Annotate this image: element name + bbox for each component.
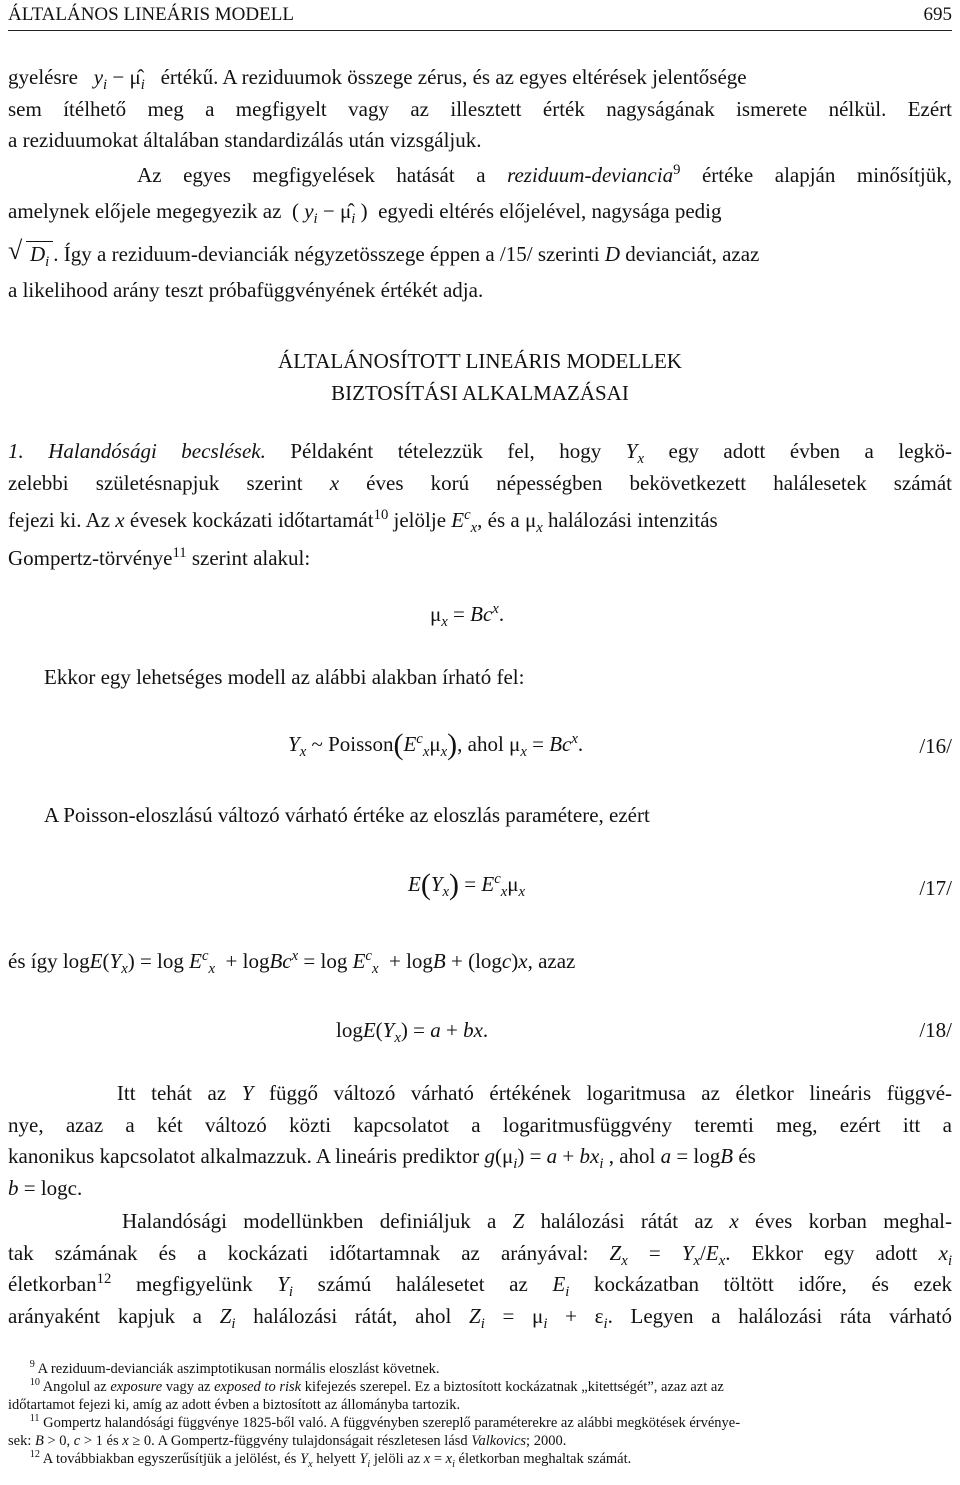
footnotes: $^9$ A reziduum-devianciák aszimptotikusan normális eloszlást követnek. $^{10}$ Angolul az exposure vagy az exposed to risk kifejezés szerepel. Ez a biztosított kockázatnak „kitettségét”, azaz azt az időtartamot fejezi ki, amíg az adott évben a biztosított az állományba tartozik. $^{11}$ Gompertz halandósági függvénye 1825-ből való. A függvényben szereplő paraméterekre az alábbi megkötések érvénye- sek: B > 0, c > 1 és x ≥ 0. A Gompertz-függvény tulajdonságait részletesen lásd Valkovics; 2000. $^{12}$ A továbbiakban egyszerűsítjük a jelölést, és $Y_x$ helyett $Y_i$ jelöli az $x = x_i$ életkorban meghaltak számát. bbox=[8, 1360, 952, 1468]
equation-gompertz: $\mu_x = Bc^x$. bbox=[430, 601, 505, 631]
paragraph-deviance: Az egyes megfigyelések hatását a reziduum-deviancia$^9$ értéke alapján minősítjük, amelynek előjele megegyezik az ( $y_i$ − $\mû_i$ ) egyedi eltérés előjelével, nagysága pedig √ $D_i$ . Így a reziduum-devianciák négyzetösszege éppen a /15/ szerinti D devianciát, azaz a likelihood arány teszt próbafüggvényének értékét adja. bbox=[8, 160, 952, 306]
equation-16-label: /16/ bbox=[919, 734, 952, 758]
paragraph-mortality: 1. Halandósági becslések. Példaként tételezzük fel, hogy $Y_x$ egy adott évben a legkö- zelebbi születésnapjuk szerint x éves korú népességben bekövetkezett halálesetek számát fejezi ki. Az x évesek kockázati időtartamát$^{10}$ jelölje $E^c_x$, és a $\mu_x$ halálozási intenzitás Gompertz-törvénye$^{11}$ szerint alakul: bbox=[8, 439, 953, 570]
equation-17: $E(Y_x) = E^c_x\mu_x$ bbox=[408, 868, 526, 901]
footnote-10: $^{10}$ Angolul az exposure vagy az exposed to risk kifejezés szerepel. Ez a biztosított kockázatnak „kitettségét”, azaz azt az bbox=[29, 1377, 724, 1395]
paragraph-residuals: gyelésre $y_i$ − $\mû_i$ értékű. A reziduumok összege zérus, és az egyes eltérések jelentősége sem ítélhető meg a megfigyelt vagy az illesztett érték nagyságának ismerete nélkül. Ezért a reziduumokat általában standardizálás után vizsgáljuk. bbox=[8, 65, 952, 152]
header-title: ÁLTALÁNOS LINEÁRIS MODELL bbox=[8, 4, 294, 25]
paragraph-canonical: Itt tehát az Y függő változó várható értékének logaritmusa az életkor lineáris függvé- nye, azaz a két változó közti kapcsolatot a logaritmusfüggvény teremti meg, ezért itt a kanonikus kapcsolatot alkalmazzuk. A lineáris prediktor $g(\mu_i) = a + bx_i$ , ahol a = logB és b = logc. bbox=[8, 1081, 953, 1200]
paragraph-model: Ekkor egy lehetséges modell az alábbi alakban írható fel: bbox=[44, 665, 525, 689]
equation-16: $Y_x$ ~ $Poisson(E^c_x\mu_x)$, ahol $\mu_x = Bc^x$. bbox=[288, 728, 584, 761]
paragraph-poisson: A Poisson-eloszlású változó várható értéke az eloszlás paramétere, ezért bbox=[44, 803, 650, 827]
paragraph-rate: Halandósági modellünkben definiáljuk a Z halálozási rátát az x éves korban meghal- tak számának és a kockázati időtartamnak az arányával: $Z_x = Y_x/E_x$. Ekkor egy adott $x_i$ életkorban$^{12}$ megfigyelünk $Y_i$ számú halálesetet az $E_i$ kockázatban töltött időre, és ezek arányaként kapjuk a $Z_i$ halálozási rátát, ahol $Z_i = \mu_i + \varepsilon_i$. Legyen a halálozási ráta várható bbox=[8, 1209, 953, 1332]
paragraph-log: és így $\log E(Y_x) = \log E^c_x$ + logBc$^x$ = $\log E^c_x + \log B + (\log c)x$, azaz bbox=[8, 948, 576, 978]
equation-17-label: /17/ bbox=[919, 876, 952, 900]
footnote-11: $^{11}$ Gompertz halandósági függvénye 1825-ből való. A függvényben szereplő paraméterekre az alábbi megkötések érvénye- bbox=[29, 1413, 741, 1431]
footnote-9: $^9$ A reziduum-devianciák aszimptotikusan normális eloszlást követnek. bbox=[29, 1359, 440, 1377]
equation-18: $\log E(Y_x) = a$ + bx. bbox=[336, 1018, 489, 1047]
running-header bbox=[8, 4, 952, 31]
page-number: 695 bbox=[923, 4, 952, 25]
section-heading: ÁLTALÁNOSÍTOTT LINEÁRIS MODELLEK BIZTOSÍTÁSI ALKALMAZÁSAI bbox=[278, 349, 682, 405]
footnote-12: $^{12}$ A továbbiakban egyszerűsítjük a jelölést, és $Y_x$ helyett $Y_i$ jelöli az $x = x_i$ életkorban meghaltak számát. bbox=[29, 1449, 632, 1470]
equation-18-label: /18/ bbox=[919, 1018, 952, 1042]
